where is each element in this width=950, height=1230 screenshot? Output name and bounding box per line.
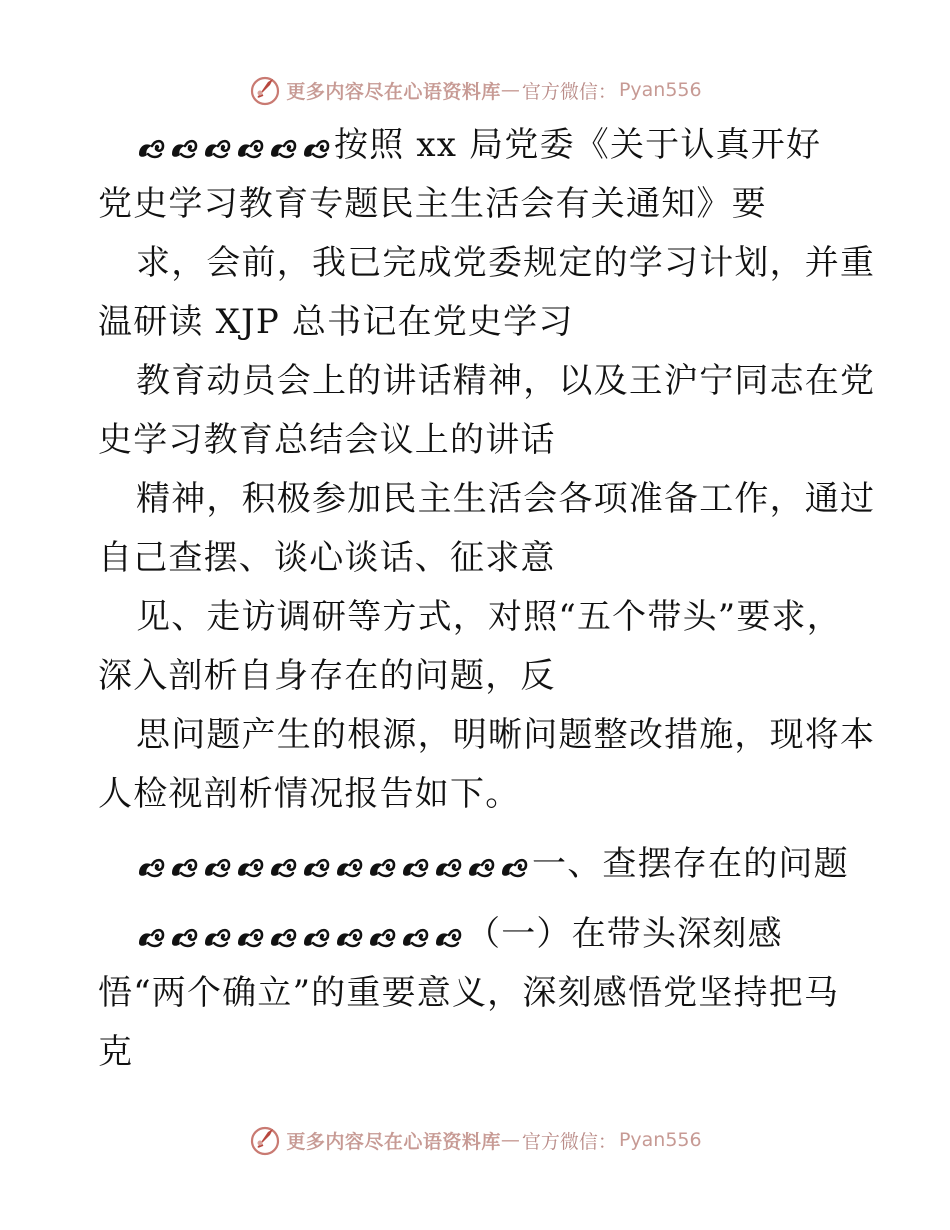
line-text: 一、查摆存在的问题 (532, 844, 849, 884)
line-text: 悟“两个确立”的重要意义，深刻感悟党坚持把马 (98, 973, 840, 1013)
line-text: 思问题产生的根源，明晰问题整改措施，现将本 (136, 715, 876, 755)
header-watermark (0, 70, 950, 110)
fleuron-icon (169, 134, 199, 164)
line-text: 党史学习教育专题民主生活会有关通知》要 (98, 184, 767, 224)
line-text: 温研读 XJP 总书记在党史学习 (98, 302, 574, 342)
text-line (98, 774, 858, 814)
text-line (98, 656, 858, 696)
text-line (98, 302, 858, 342)
fleuron-icon (202, 134, 232, 164)
fleuron-icon (202, 923, 232, 953)
fleuron-ornaments (136, 916, 466, 956)
fleuron-icon (136, 853, 166, 883)
watermark-dash: — (500, 1129, 520, 1151)
line-text: 人检视剖析情况报告如下。 (98, 774, 521, 814)
fleuron-icon (433, 853, 463, 883)
fleuron-icon (235, 923, 265, 953)
fleuron-icon (169, 853, 199, 883)
fleuron-icon (235, 853, 265, 883)
text-line (98, 597, 858, 637)
watermark-wechat-label: 官方微信： (521, 80, 617, 103)
line-text: 求，会前，我已完成党委规定的学习计划，并重 (136, 243, 876, 283)
text-line (98, 361, 876, 401)
fleuron-icon (400, 853, 430, 883)
document-body (98, 125, 876, 1102)
watermark-dash: — (500, 79, 520, 101)
watermark-wechat-id: Pyan556 (618, 79, 702, 101)
text-line (98, 479, 876, 519)
text-line (98, 715, 876, 755)
fleuron-icon (466, 853, 496, 883)
fleuron-icon (367, 923, 397, 953)
fleuron-icon (169, 923, 199, 953)
text-line (98, 184, 858, 224)
text-line (98, 538, 858, 578)
watermark-title: 更多内容尽在心语资料库 (286, 80, 501, 103)
line-text: 按照 xx 局党委《关于认真开好 (334, 125, 822, 165)
watermark-wechat-label: 官方微信： (521, 1130, 617, 1153)
line-text: 精神，积极参加民主生活会各项准备工作，通过 (136, 479, 876, 519)
line-text: （一）在带头深刻感 (466, 914, 783, 954)
fleuron-icon (433, 923, 463, 953)
fleuron-icon (367, 853, 397, 883)
text-line (98, 420, 858, 460)
fleuron-icon (334, 853, 364, 883)
fleuron-icon (136, 923, 166, 953)
footer-watermark (0, 1120, 950, 1160)
line-text: 教育动员会上的讲话精神，以及王沪宁同志在党 (136, 361, 876, 401)
fleuron-icon (136, 134, 166, 164)
fleuron-icon (301, 923, 331, 953)
fleuron-icon (235, 134, 265, 164)
fleuron-ornaments (136, 127, 334, 167)
quill-logo-icon (248, 73, 282, 107)
quill-logo-icon (248, 1123, 282, 1157)
text-line (98, 243, 876, 283)
fleuron-icon (268, 134, 298, 164)
fleuron-icon (400, 923, 430, 953)
fleuron-icon (334, 923, 364, 953)
line-text: 见、走访调研等方式，对照“五个带头”要求， (136, 597, 842, 637)
line-text: 克 (98, 1032, 134, 1072)
text-line (98, 973, 858, 1013)
fleuron-ornaments (136, 846, 532, 886)
line-text: 自己查摆、谈心谈话、征求意 (98, 538, 556, 578)
watermark-wechat-id: Pyan556 (618, 1129, 702, 1151)
line-text: 史学习教育总结会议上的讲话 (98, 420, 556, 460)
text-line (98, 844, 858, 884)
fleuron-icon (268, 923, 298, 953)
line-text: 深入剖析自身存在的问题，反 (98, 656, 556, 696)
fleuron-icon (499, 853, 529, 883)
text-line (98, 914, 858, 954)
watermark-title: 更多内容尽在心语资料库 (286, 1130, 501, 1153)
text-line (98, 125, 858, 165)
fleuron-icon (268, 853, 298, 883)
fleuron-icon (301, 134, 331, 164)
text-line (98, 1032, 858, 1072)
fleuron-icon (202, 853, 232, 883)
fleuron-icon (301, 853, 331, 883)
